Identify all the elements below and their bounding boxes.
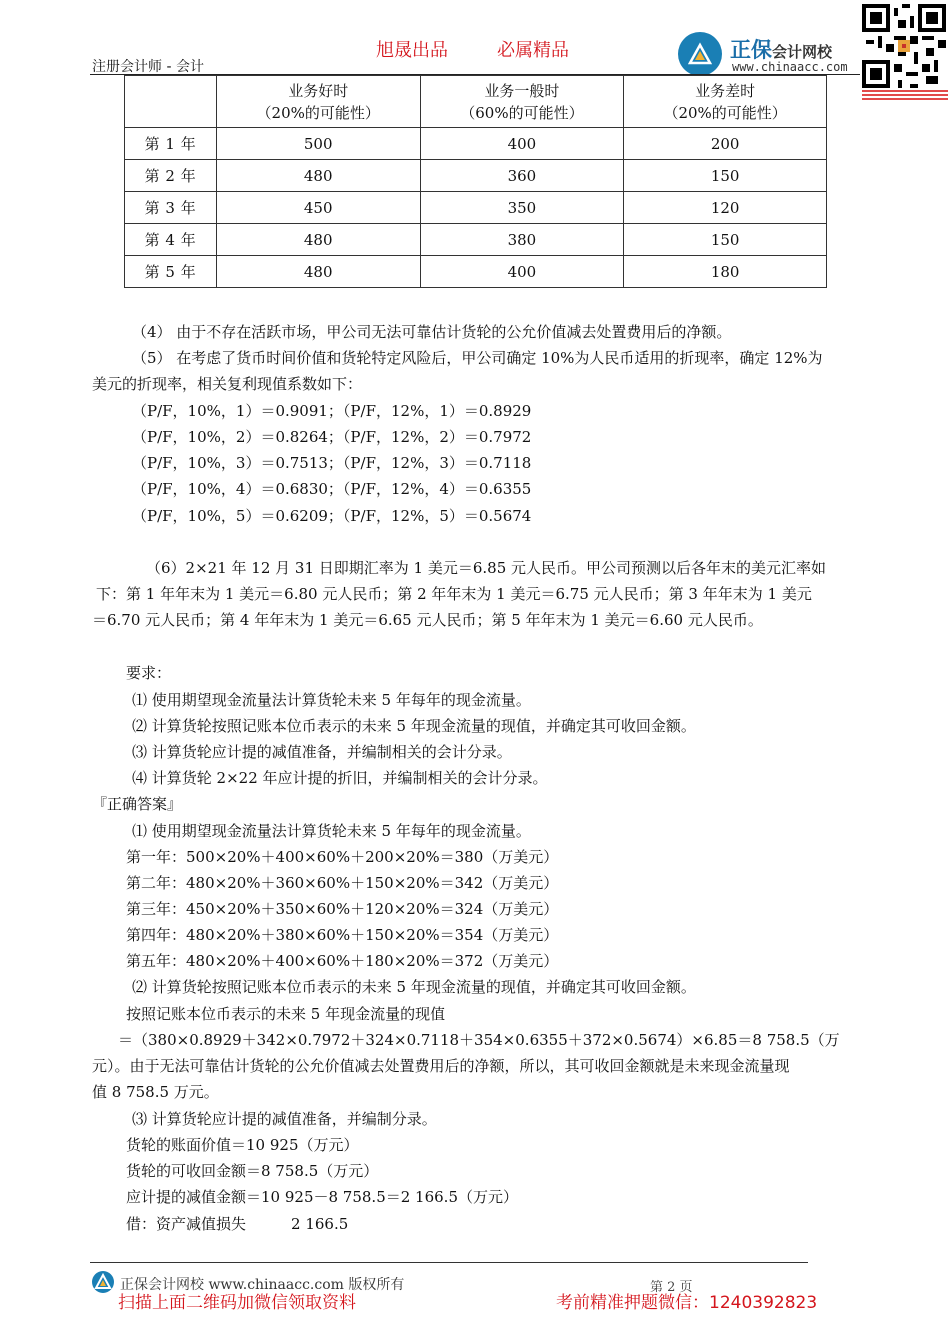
table-cell: 480 bbox=[216, 160, 420, 192]
formula-line: （P/F，10%，1）＝0.9091；（P/F，12%，1）＝0.8929 bbox=[132, 402, 532, 420]
cash-flow-table bbox=[124, 75, 827, 288]
table-cell: 360 bbox=[420, 160, 624, 192]
table-cell: 180 bbox=[624, 256, 827, 288]
footer-promo-right: 考前精准押题微信：1240392823 bbox=[556, 1293, 818, 1313]
answer-line: 货轮的账面价值＝10 925（万元） bbox=[126, 1136, 359, 1154]
table-row-label: 第 3 年 bbox=[125, 192, 217, 224]
footer-logo-icon bbox=[92, 1271, 114, 1293]
table-cell: 120 bbox=[624, 192, 827, 224]
table-row bbox=[125, 224, 827, 256]
footer-copyright: 正保会计网校 www.chinaacc.com 版权所有 bbox=[120, 1277, 405, 1293]
answer-line: ⑵ 计算货轮按照记账本位币表示的未来 5 年现金流量的现值，并确定其可收回金额。 bbox=[132, 978, 696, 996]
answer-line: 第四年：480×20%＋380×60%＋150×20%＝354（万美元） bbox=[126, 926, 559, 944]
answer-line: 元）。由于无法可靠估计货轮的公允价值减去处置费用后的净额，所以，其可收回金额就是未来现金流量现 bbox=[92, 1057, 790, 1075]
answer-line: 第三年：450×20%＋350×60%＋120×20%＝324（万美元） bbox=[126, 900, 559, 918]
table-cell: 450 bbox=[216, 192, 420, 224]
header-exam-title: 注册会计师 - 会计 bbox=[92, 59, 204, 75]
header-slogan-1: 旭晟出品 bbox=[376, 40, 448, 61]
table-cell: 500 bbox=[216, 128, 420, 160]
answer-line: ⑴ 使用期望现金流量法计算货轮未来 5 年每年的现金流量。 bbox=[132, 822, 531, 840]
footer-promo-left: 扫描上面二维码加微信领取资料 bbox=[118, 1293, 356, 1313]
answer-line: 按照记账本位币表示的未来 5 年现金流量的现值 bbox=[126, 1005, 446, 1023]
table-cell: 150 bbox=[624, 224, 827, 256]
formula-line: （P/F，10%，4）＝0.6830；（P/F，12%，4）＝0.6355 bbox=[132, 480, 532, 498]
page-number: 第 2 页 bbox=[650, 1280, 693, 1295]
formula-line: （P/F，10%，2）＝0.8264；（P/F，12%，2）＝0.7972 bbox=[132, 428, 532, 446]
table-row bbox=[125, 192, 827, 224]
logo-url: www.chinaacc.com bbox=[732, 60, 848, 74]
table-row-label: 第 4 年 bbox=[125, 224, 217, 256]
journal-entry-line: 借：资产减值损失 2 166.5 bbox=[126, 1215, 349, 1233]
answer-line: 货轮的可收回金额＝8 758.5（万元） bbox=[126, 1162, 379, 1180]
requirement-item: ⑷ 计算货轮 2×22 年应计提的折旧，并编制相关的会计分录。 bbox=[132, 769, 548, 787]
paragraph-line: （6）2×21 年 12 月 31 日即期汇率为 1 美元＝6.85 元人民币。甲公司预测以后各年末的美元汇率如 bbox=[146, 559, 827, 577]
table-row bbox=[125, 256, 827, 288]
qr-caption-decoration bbox=[862, 90, 948, 102]
logo-emblem-icon bbox=[678, 32, 722, 76]
footer-divider bbox=[90, 1262, 808, 1263]
answer-line: ⑶ 计算货轮应计提的减值准备，并编制分录。 bbox=[132, 1110, 437, 1128]
requirement-item: ⑴ 使用期望现金流量法计算货轮未来 5 年每年的现金流量。 bbox=[132, 691, 531, 709]
table-cell: 400 bbox=[420, 256, 624, 288]
table-row-label: 第 2 年 bbox=[125, 160, 217, 192]
table-cell: 480 bbox=[216, 224, 420, 256]
answer-line: 第二年：480×20%＋360×60%＋150×20%＝342（万美元） bbox=[126, 874, 559, 892]
qr-code-icon bbox=[862, 4, 946, 88]
answer-line: ＝（380×0.8929＋342×0.7972＋324×0.7118＋354×0.6355＋372×0.5674）×6.85＝8 758.5（万 bbox=[118, 1031, 840, 1049]
requirements-heading: 要求： bbox=[126, 664, 172, 682]
paragraph-line: （5） 在考虑了货币时间价值和货轮特定风险后，甲公司确定 10%为人民币适用的折现率，确定 12%为 bbox=[132, 349, 823, 367]
table-cell: 150 bbox=[624, 160, 827, 192]
table-row bbox=[125, 128, 827, 160]
formula-line: （P/F，10%，5）＝0.6209；（P/F，12%，5）＝0.5674 bbox=[132, 507, 532, 525]
formula-line: （P/F，10%，3）＝0.7513；（P/F，12%，3）＝0.7118 bbox=[132, 454, 532, 472]
answer-line: 第五年：480×20%＋400×60%＋180×20%＝372（万美元） bbox=[126, 952, 559, 970]
header-slogan-2: 必属精品 bbox=[497, 40, 569, 61]
paragraph-line: 下：第 1 年年末为 1 美元＝6.80 元人民币；第 2 年年末为 1 美元＝6.75 元人民币；第 3 年年末为 1 美元 bbox=[96, 585, 812, 603]
requirement-item: ⑵ 计算货轮按照记账本位币表示的未来 5 年现金流量的现值，并确定其可收回金额。 bbox=[132, 717, 696, 735]
paragraph-line: （4） 由于不存在活跃市场，甲公司无法可靠估计货轮的公允价值减去处置费用后的净额。 bbox=[132, 323, 732, 341]
table-row bbox=[125, 160, 827, 192]
answer-line: 第一年：500×20%＋400×60%＋200×20%＝380（万美元） bbox=[126, 848, 559, 866]
table-header-empty bbox=[125, 76, 217, 128]
table-row-label: 第 5 年 bbox=[125, 256, 217, 288]
table-header-cell: 业务一般时 （60%的可能性） bbox=[420, 76, 624, 128]
paragraph-line: 美元的折现率，相关复利现值系数如下： bbox=[92, 375, 363, 393]
table-cell: 200 bbox=[624, 128, 827, 160]
requirement-item: ⑶ 计算货轮应计提的减值准备，并编制相关的会计分录。 bbox=[132, 743, 512, 761]
table-cell: 400 bbox=[420, 128, 624, 160]
answer-line: 应计提的减值金额＝10 925－8 758.5＝2 166.5（万元） bbox=[126, 1188, 518, 1206]
table-cell: 350 bbox=[420, 192, 624, 224]
table-cell: 380 bbox=[420, 224, 624, 256]
table-header-cell: 业务好时 （20%的可能性） bbox=[216, 76, 420, 128]
answer-line: 值 8 758.5 万元。 bbox=[92, 1083, 219, 1101]
logo-name: 正保会计网校 bbox=[730, 38, 833, 62]
table-header-cell: 业务差时 （20%的可能性） bbox=[624, 76, 827, 128]
paragraph-line: ＝6.70 元人民币；第 4 年年末为 1 美元＝6.65 元人民币；第 5 年年末为 1 美元＝6.60 元人民币。 bbox=[92, 611, 763, 629]
table-row-label: 第 1 年 bbox=[125, 128, 217, 160]
answer-heading: 『正确答案』 bbox=[92, 795, 183, 813]
brand-logo[interactable] bbox=[678, 30, 858, 76]
table-cell: 480 bbox=[216, 256, 420, 288]
table-header-row bbox=[125, 76, 827, 128]
